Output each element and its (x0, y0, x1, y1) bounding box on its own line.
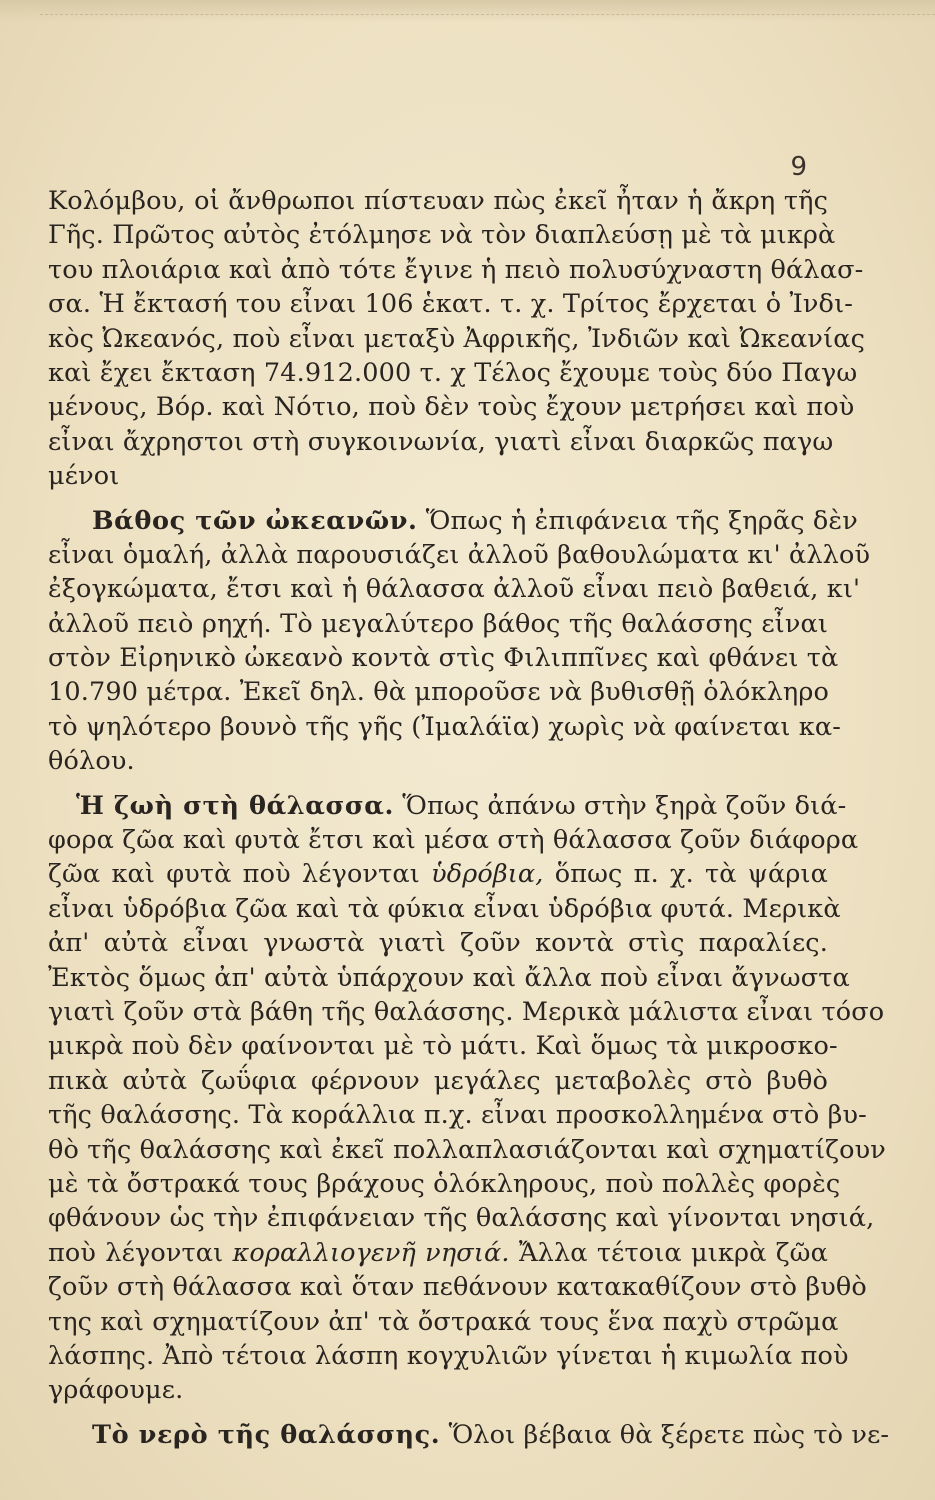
text-line (48, 1236, 828, 1270)
text-line: ζοῦν στὴ θάλασσα καὶ ὅταν πεθάνουν κατακαθίζουν στὸ βυθὸ (48, 1272, 867, 1303)
section-heading-sea-life: Ἡ ζωὴ στὴ θάλασσα. (76, 790, 394, 821)
text-line: σα. Ἡ ἔκτασή του εἶναι 106 ἑκατ. τ. χ. Τρίτος ἔρχεται ὁ Ἰνδι- (48, 289, 853, 320)
text-line: της καὶ σχηματίζουν ἀπ' τὰ ὄστρακά τους ἕνα παχὺ στρῶμα (48, 1306, 839, 1337)
text-line: κὸς Ὠκεανός, ποὺ εἶναι μεταξὺ Ἀφρικῆς, Ἰνδιῶν καὶ Ὠκεανίας (48, 323, 866, 354)
text-line: Ἐκτὸς ὅμως ἀπ' αὐτὰ ὑπάρχουν καὶ ἄλλα ποὺ εἶναι ἄγνωστα (48, 962, 850, 993)
text-run: ζῶα καὶ φυτὰ ποὺ λέγονται (48, 859, 420, 890)
text-run: Ὅπως ἡ ἐπιφάνεια τῆς ξηρᾶς δὲν (425, 505, 858, 536)
text-line: μένους, Βόρ. καὶ Νότιο, ποὺ δὲν τοὺς ἔχουν μετρήσει καὶ ποὺ (48, 392, 855, 423)
text-line: εἶναι ὑδρόβια ζῶα καὶ τὰ φύκια εἶναι ὑδρόβια φυτά. Μερικὰ (48, 893, 841, 924)
paragraph-2 (48, 504, 871, 779)
text-line: ἀπ' αὐτὰ εἶναι γνωστὰ γιατὶ ζοῦν κοντὰ στὶς παραλίες. (48, 928, 828, 959)
emphasis-term: ὑδρόβια, (431, 859, 544, 890)
text-line (48, 504, 858, 538)
paragraph-gap (48, 779, 828, 789)
text-line: μικρὰ ποὺ δὲν φαίνονται μὲ τὸ μάτι. Καὶ ὅμως τὰ μικροσκο- (48, 1031, 838, 1062)
text-run: ὅπως π. χ. τὰ ψάρια (554, 859, 828, 890)
section-heading-sea-water: Τὸ νερὸ τῆς θαλάσσης. (92, 1419, 441, 1450)
text-line: θόλου. (48, 746, 135, 777)
text-line: θὸ τῆς θαλάσσης καὶ ἐκεῖ πολλαπλασιάζονται καὶ σχηματίζουν (48, 1134, 886, 1165)
paragraph-gap (48, 1408, 828, 1418)
text-line: γιατὶ ζοῦν στὰ βάθη τῆς θαλάσσης. Μερικὰ μάλιστα εἶναι τόσο (48, 996, 885, 1027)
text-line: πικὰ αὐτὰ ζωΰφια φέρνουν μεγάλες μεταβολὲς στὸ βυθὸ (48, 1065, 828, 1096)
text-block (48, 184, 890, 1452)
section-heading-depth: Βάθος τῶν ὠκεανῶν. (92, 505, 418, 536)
text-line: τῆς θαλάσσης. Τὰ κοράλλια π.χ. εἶναι προσκολλημένα στὸ βυ- (48, 1100, 867, 1131)
text-line: του πλοιάρια καὶ ἀπὸ τότε ἔγινε ἡ πειὸ πολυσύχναστη θάλασ- (48, 254, 864, 285)
text-line: γράφουμε. (48, 1375, 184, 1406)
text-line: 10.790 μέτρα. Ἐκεῖ δηλ. θὰ μποροῦσε νὰ βυθισθῇ ὁλόκληρο (48, 677, 829, 708)
text-line (48, 789, 847, 823)
text-line: καὶ ἔχει ἔκταση 74.912.000 τ. χ Τέλος ἔχουμε τοὺς δύο Παγω (48, 357, 858, 388)
text-line (48, 857, 828, 891)
text-run: ποὺ λέγονται (48, 1237, 224, 1268)
text-line: στὸν Εἰρηνικὸ ὠκεανὸ κοντὰ στὶς Φιλιππῖνες καὶ φθάνει τὰ (48, 643, 839, 674)
page-top-rule (40, 14, 935, 15)
paragraph-gap (48, 494, 828, 504)
text-run: Ὅπως ἀπάνω στὴν ξηρὰ ζοῦν διά- (402, 790, 847, 821)
paragraph-4 (48, 1418, 890, 1452)
text-line: εἶναι ὁμαλή, ἀλλὰ παρουσιάζει ἀλλοῦ βαθουλώματα κι' ἀλλοῦ (48, 539, 871, 570)
page-number: 9 (790, 152, 807, 182)
text-run: Ὅλοι βέβαια θὰ ξέρετε πὼς τὸ νε- (448, 1419, 890, 1450)
text-line: φθάνουν ὡς τὴν ἐπιφάνειαν τῆς θαλάσσης καὶ γίνονται νησιά, (48, 1203, 875, 1234)
text-line: ἐξογκώματα, ἔτσι καὶ ἡ θάλασσα ἀλλοῦ εἶναι πειὸ βαθειά, κι' (48, 574, 861, 605)
text-line: Κολόμβου, οἱ ἄνθρωποι πίστευαν πὼς ἐκεῖ ἦταν ἡ ἄκρη τῆς (48, 186, 828, 216)
text-line: μένοι (48, 461, 120, 492)
emphasis-term: κοραλλιογενῆ νησιά. (232, 1237, 510, 1268)
text-line: Γῆς. Πρῶτος αὐτὸς ἐτόλμησε νὰ τὸν διαπλεύσῃ μὲ τὰ μικρὰ (48, 220, 836, 251)
text-line: ἀλλοῦ πειὸ ρηχή. Τὸ μεγαλύτερο βάθος τῆς θαλάσσης εἶναι (48, 608, 828, 639)
paragraph-1 (48, 184, 866, 494)
page-top-edge (0, 0, 935, 22)
text-run: Ἄλλα τέτοια μικρὰ ζῶα (518, 1237, 828, 1268)
text-line: εἶναι ἄχρηστοι στὴ συγκοινωνία, γιατὶ εἶναι διαρκῶς παγω (48, 426, 834, 457)
text-line: τὸ ψηλότερο βουνὸ τῆς γῆς (Ἰμαλάϊα) χωρὶς νὰ φαίνεται κα- (48, 711, 842, 742)
paragraph-3 (48, 789, 886, 1408)
text-line: λάσπης. Ἀπὸ τέτοια λάσπη κογχυλιῶν γίνεται ἡ κιμωλία ποὺ (48, 1340, 849, 1371)
text-line: μὲ τὰ ὄστρακά τους βράχους ὁλόκληρους, ποὺ πολλὲς φορὲς (48, 1168, 841, 1199)
text-line (48, 1418, 890, 1452)
text-line: φορα ζῶα καὶ φυτὰ ἔτσι καὶ μέσα στὴ θάλασσα ζοῦν διάφορα (48, 825, 859, 856)
